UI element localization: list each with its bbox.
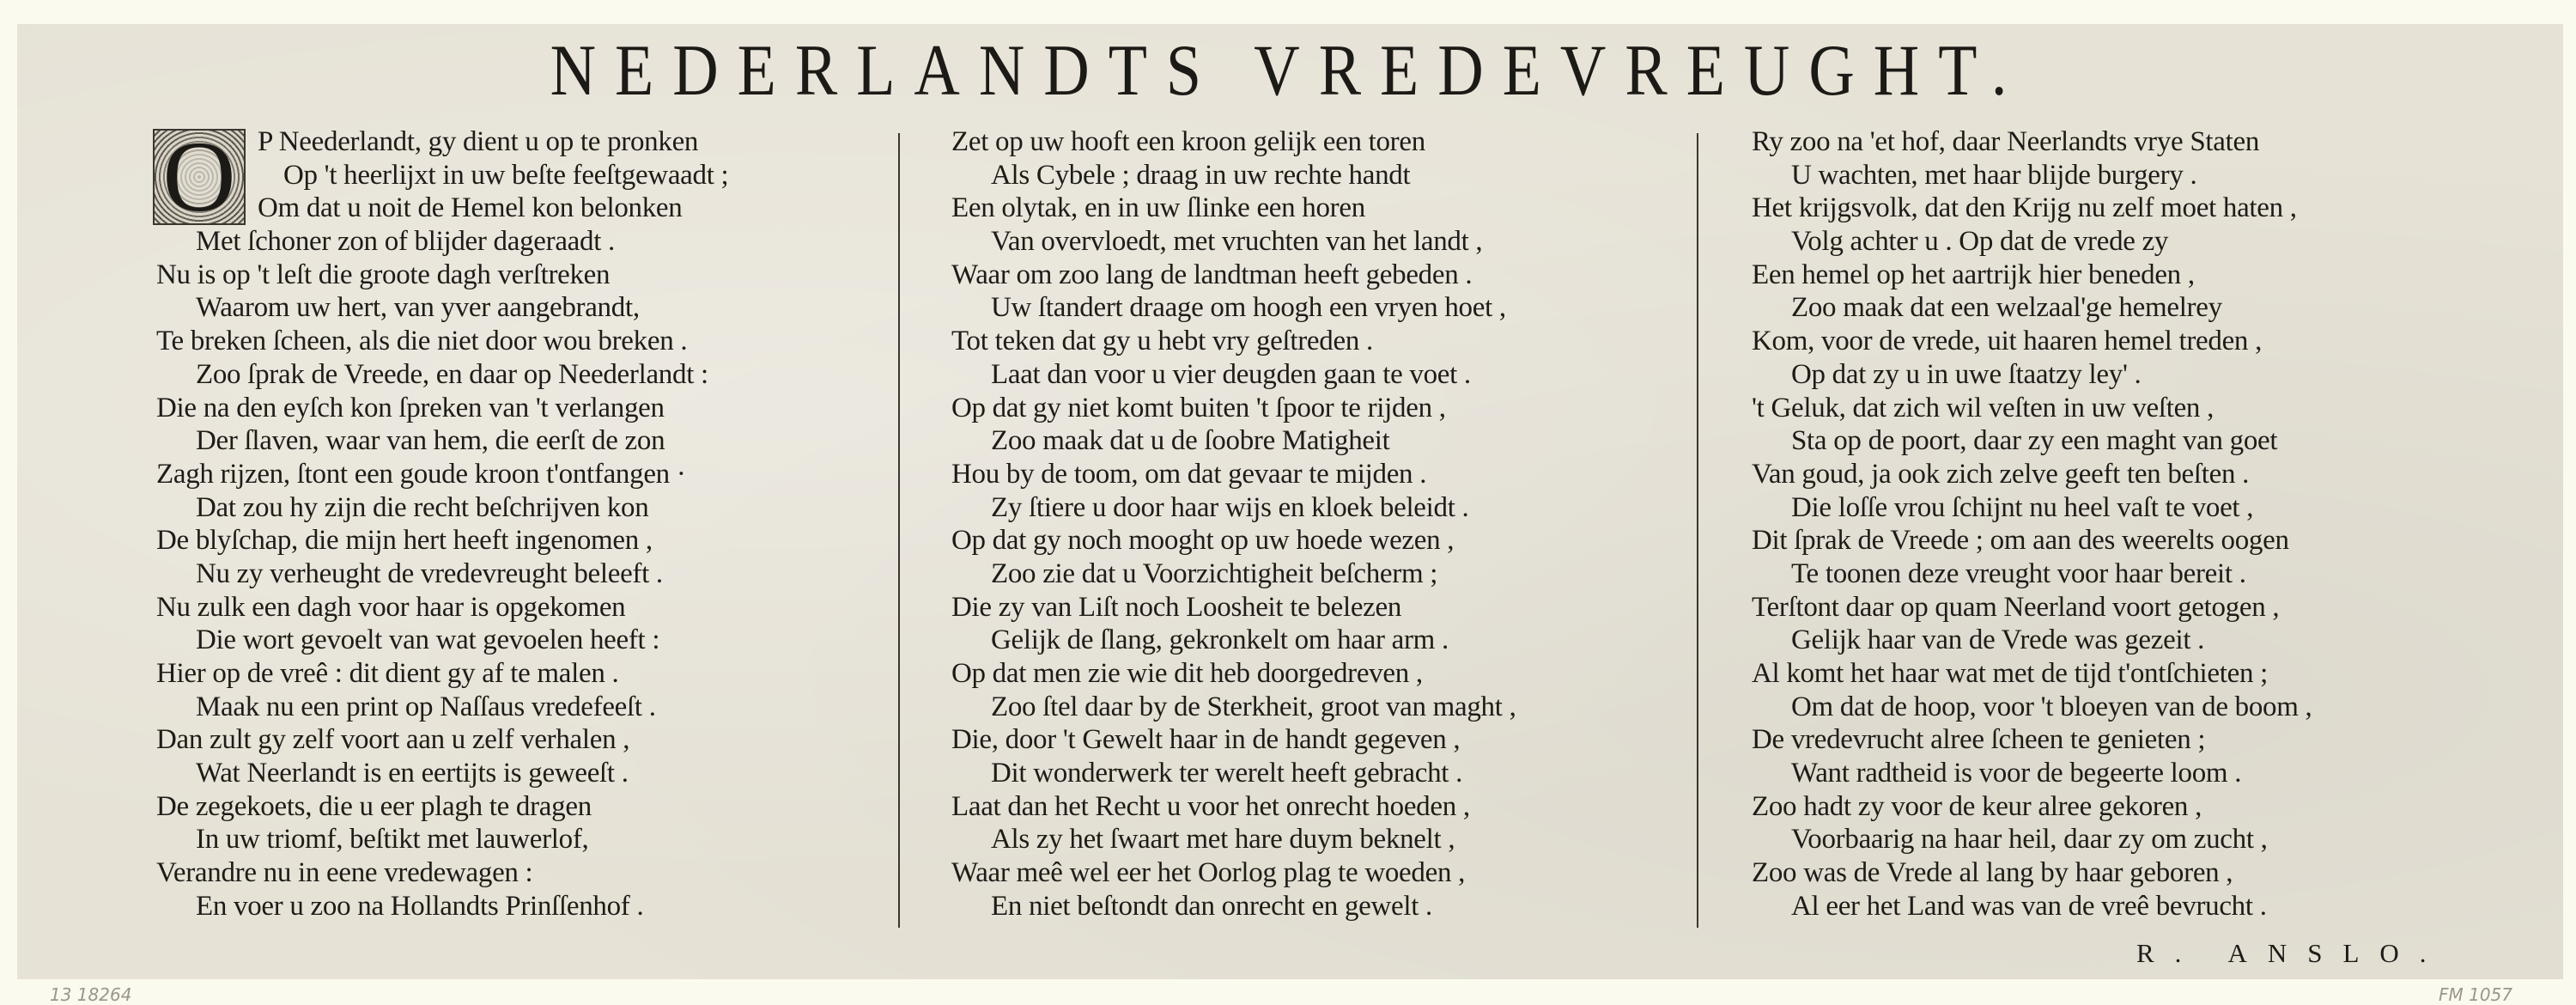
verse-line: Die zy van Liſt noch Loosheit te belezen: [951, 591, 1402, 623]
verse-line: Zoo was de Vrede al lang by haar geboren ,: [1752, 857, 2233, 889]
verse-line: Dit wonderwerk ter werelt heeft gebracht .: [991, 758, 1463, 789]
verse-line: Wat Neerlandt is en eertijts is geweeſt .: [196, 758, 629, 789]
verse-line: Zoo ſprak de Vreede, en daar op Neederlandt :: [196, 358, 708, 390]
verse-line: Uw ſtandert draage om hoogh een vryen hoet ,: [991, 292, 1506, 324]
verse-line: Volg achter u . Op dat de vrede zy: [1791, 226, 2169, 258]
verse-line: Die loſſe vrou ſchijnt nu heel vaſt te voet ,: [1791, 491, 2254, 523]
verse-line: Van overvloedt, met vruchten van het landt ,: [991, 226, 1483, 258]
verse-line: Hou by de toom, om dat gevaar te mijden .: [951, 458, 1427, 490]
verse-line: En voer u zoo na Hollandts Prinſſenhof .: [196, 890, 644, 922]
verse-line: Al eer het Land was van de vreê bevrucht .: [1791, 890, 2267, 922]
poem-column-left: [156, 125, 895, 923]
verse-line: Zoo maak dat een welzaal'ge hemelrey: [1791, 292, 2222, 324]
verse-line: Op 't heerlijxt in uw beſte feeſtgewaadt ;: [283, 159, 729, 191]
verse-line: Kom, voor de vrede, uit haaren hemel treden ,: [1752, 326, 2263, 357]
verse-line: De zegekoets, die u eer plagh te dragen: [156, 790, 592, 822]
verse-line: Op dat zy u in uwe ſtaatzy ley' .: [1791, 358, 2142, 390]
verse-line: Zoo ſtel daar by de Sterkheit, groot van maght ,: [991, 691, 1516, 722]
verse-line: Sta op de poort, daar zy een maght van goet: [1791, 425, 2278, 457]
verse-line: Zet op uw hooft een kroon gelijk een toren: [951, 126, 1425, 157]
verse-line: Nu is op 't leſt die groote dagh verſtreken: [156, 259, 611, 290]
verse-line: Hier op de vreê : dit dient gy af te malen .: [156, 658, 619, 689]
verse-line: Want radtheid is voor de begeerte loom .: [1791, 758, 2242, 789]
verse-line: Verandre nu in eene vredewagen :: [156, 857, 533, 889]
verse-line: Om dat u noit de Hemel kon belonken: [258, 192, 683, 224]
verse-line: Zoo zie dat u Voorzichtigheit beſcherm ;: [991, 557, 1438, 589]
verse-line: Een olytak, en in uw ſlinke een horen: [951, 192, 1365, 224]
poem-column-middle: [951, 125, 1690, 923]
verse-line: Die na den eyſch kon ſpreken van 't verlangen: [156, 392, 665, 423]
verse-line: Terſtont daar op quam Neerland voort getogen ,: [1752, 591, 2280, 623]
verse-line: 't Geluk, dat zich wil veſten in uw veſten ,: [1752, 392, 2215, 423]
verse-line: De blyſchap, die mijn hert heeft ingenomen ,: [156, 525, 653, 557]
initial-letter: O: [155, 131, 244, 223]
verse-line: Van goud, ja ook zich zelve geeft ten beſten .: [1752, 458, 2250, 490]
author-signature: R. ANSLO.: [2136, 938, 2447, 968]
verse-line: Die wort gevoelt van wat gevoelen heeft :: [196, 624, 660, 656]
verse-line: Maak nu een print op Naſſaus vredefeeſt .: [196, 691, 656, 722]
verse-line: In uw triomf, beſtikt met lauwerlof,: [196, 824, 589, 856]
verse-line: Al komt het haar wat met de tijd t'ontſchieten ;: [1752, 658, 2268, 689]
verse-line: Gelijk haar van de Vrede was gezeit .: [1791, 624, 2205, 656]
verse-line: Gelijk de ſlang, gekronkelt om haar arm .: [991, 624, 1449, 656]
verse-line: Als Cybele ; draag in uw rechte handt: [991, 159, 1411, 191]
verse-line: Op dat men zie wie dit heb doorgedreven ,: [951, 658, 1423, 689]
verse-line: Dit ſprak de Vreede ; om aan des weerelts oogen: [1752, 525, 2289, 557]
verse-line: Een hemel op het aartrijk hier beneden ,: [1752, 259, 2195, 290]
verse-line: Op dat gy niet komt buiten 't ſpoor te rijden ,: [951, 392, 1446, 423]
verse-line: U wachten, met haar blijde burgery .: [1791, 159, 2197, 191]
verse-line: Nu zy verheught de vredevreught beleeft .: [196, 557, 663, 589]
verse-line: Waarom uw hert, van yver aangebrandt,: [196, 292, 640, 324]
verse-line: Laat dan het Recht u voor het onrecht hoeden ,: [951, 790, 1470, 822]
verse-line: Om dat de hoop, voor 't bloeyen van de boom ,: [1791, 691, 2312, 722]
verse-line: Voorbaarig na haar heil, daar zy om zucht ,: [1791, 824, 2268, 856]
verse-line: Met ſchoner zon of blijder dageraadt .: [196, 226, 615, 258]
column-divider: [1697, 133, 1698, 928]
verse-line: Zoo maak dat u de ſoobre Matigheit: [991, 425, 1390, 457]
verse-line: Dan zult gy zelf voort aan u zelf verhalen ,: [156, 724, 630, 756]
verse-line: Op dat gy noch mooght op uw hoede wezen ,: [951, 525, 1455, 557]
verse-line: Het krijgsvolk, dat den Krijg nu zelf moet haten ,: [1752, 192, 2297, 224]
handwritten-collection-mark: FM 1057: [2439, 984, 2513, 1005]
verse-line: Waar om zoo lang de landtman heeft gebeden .: [951, 259, 1473, 290]
column-divider: [898, 133, 900, 928]
handwritten-inventory-number: 13 18264: [50, 984, 132, 1005]
verse-line: Te toonen deze vreught voor haar bereit .: [1791, 557, 2246, 589]
verse-line: Laat dan voor u vier deugden gaan te voet .: [991, 358, 1471, 390]
poem-column-right: [1752, 125, 2490, 923]
verse-line: En niet beſtondt dan onrecht en gewelt .: [991, 890, 1433, 922]
verse-line: Waar meê wel eer het Oorlog plag te woeden ,: [951, 857, 1466, 889]
verse-line: Die, door 't Gewelt haar in de handt gegeven ,: [951, 724, 1461, 756]
verse-line: Dat zou hy zijn die recht beſchrijven kon: [196, 491, 649, 523]
verse-line: P Neederlandt, gy dient u op te pronken: [258, 126, 699, 157]
verse-line: Zoo hadt zy voor de keur alree gekoren ,: [1752, 790, 2202, 822]
verse-line: Te breken ſcheen, als die niet door wou breken .: [156, 326, 688, 357]
verse-line: Nu zulk een dagh voor haar is opgekomen: [156, 591, 626, 623]
verse-line: Tot teken dat gy u hebt vry geſtreden .: [951, 326, 1373, 357]
verse-line: Der ſlaven, waar van hem, die eerſt de zon: [196, 425, 665, 457]
verse-line: Ry zoo na 'et hof, daar Neerlandts vrye Staten: [1752, 126, 2260, 157]
verse-line: Als zy het ſwaart met hare duym beknelt ,: [991, 824, 1455, 856]
verse-line: Zagh rijzen, ſtont een goude kroon t'ontfangen ·: [156, 458, 686, 490]
poem-title: NEDERLANDTS VREDEVREUGHT.: [550, 30, 2026, 112]
verse-line: De vredevrucht alree ſcheen te genieten ;: [1752, 724, 2206, 756]
verse-line: Zy ſtiere u door haar wijs en kloek beleidt .: [991, 491, 1469, 523]
